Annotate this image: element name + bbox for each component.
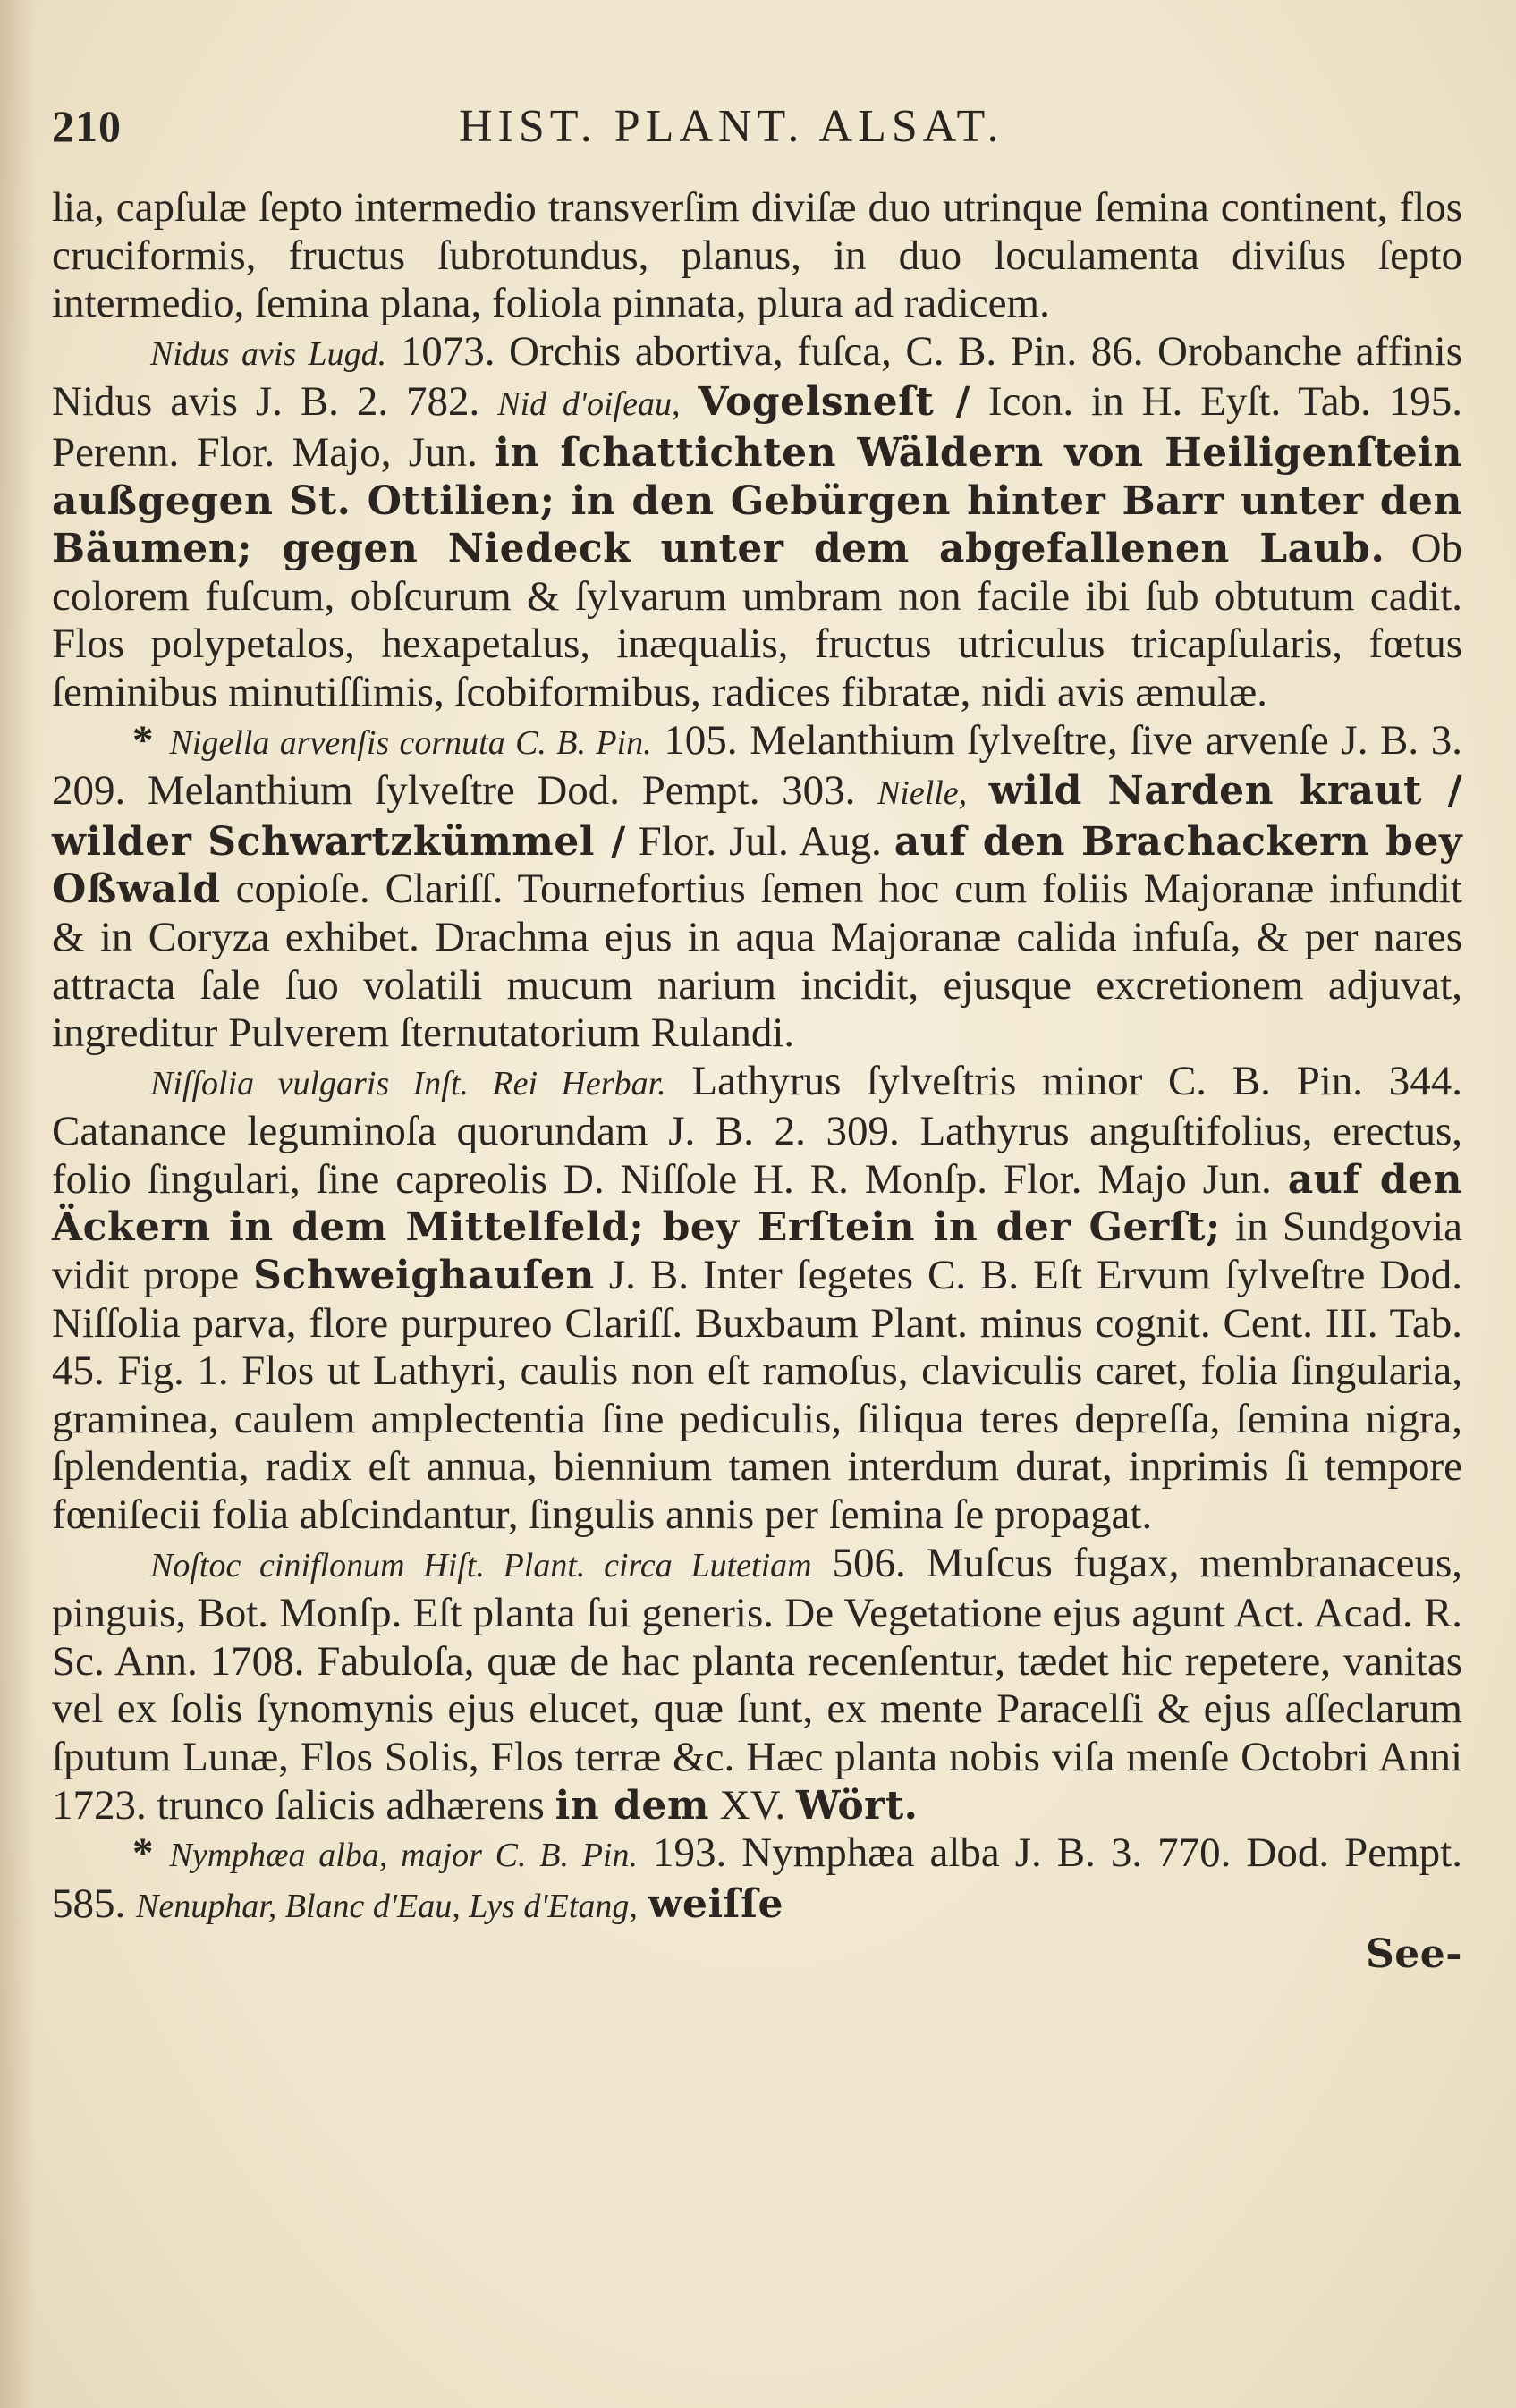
paragraph-continuation [52, 184, 1462, 328]
entry-text: Lathyrus ſylveſtris minor C. B. Pin. 344. Catanance leguminoſa quorundam J. B. 2. 309. Lathyrus anguſtifolius, erectus, folio ſingulari, ſine capreolis D. Niſſole H. R. Monſp. Flor. Majo Jun. [52, 1057, 1462, 1203]
running-title: HIST. PLANT. ALSAT. [459, 101, 1004, 152]
entry-title: Nigella arvenſis cornuta C. B. Pin. [169, 723, 652, 762]
entry-german-name: weiſſe [648, 1880, 784, 1927]
entry-title: Nidus avis Lugd. [150, 334, 387, 373]
entry-nostoc [52, 1540, 1462, 1830]
entry-german-locality: auf den Äckern in dem Mittelfeld; bey Erſtein in der Gerſt; [52, 1156, 1462, 1251]
asterisk-mark: * [132, 1829, 154, 1877]
entry-text: copioſe. Clariſſ. Tournefortius ſemen hoc cum foliis Majoranæ infundit & in Coryza exhibet. Drachma ejus in aqua Majoranæ calida infuſa, & per nares attracta ſale ſuo volatili mucum narium incidit, ejusque excretionem adjuvat, ingreditur Pulverem ſternutatorium Rulandi. [52, 866, 1462, 1057]
entry-title: Nymphæa alba, major C. B. Pin. [169, 1837, 638, 1875]
entry-nigella [52, 717, 1462, 1058]
entry-german-name: Vogelsneſt / [698, 379, 970, 426]
entry-french-name: Nielle, [877, 774, 968, 813]
page-header [52, 100, 1462, 172]
entry-text: 193. Nymphæa alba J. B. 3. 770. Dod. Pempt. 585. [52, 1829, 1462, 1927]
paragraph-text: lia, capſulæ ſepto intermedio transverſim diviſæ duo utrinque ſemina continent, flos cruciformis, fructus ſubrotundus, planus, in duo loculamenta diviſus ſepto intermedio, ſemina plana, foliola pinnata, plura ad radicem. [52, 184, 1462, 327]
entry-german-text: in dem [555, 1782, 709, 1829]
catchword-line [52, 1931, 1462, 1979]
entry-nissolia [52, 1058, 1462, 1540]
entry-title: Noſtoc ciniflonum Hiſt. Plant. circa Lutetiam [150, 1546, 812, 1584]
entry-german-name: wild Narden kraut / wilder Schwartzkümmel / [52, 768, 1463, 865]
page-gutter-shadow [0, 0, 36, 2408]
entry-french-name: Nenuphar, Blanc d'Eau, Lys d'Etang, [136, 1887, 638, 1925]
entry-nidus-avis [52, 328, 1462, 717]
entry-german-locality: in ſchattichten Wäldern von Heiligenſtein außgegen St. Ottilien; in den Gebürgen hinter Barr unter den Bäumen; gegen Niedeck unter dem abgefallenen Laub. [52, 429, 1462, 572]
entry-text: XV. [719, 1781, 786, 1829]
entry-text: 1073. Orchis abortiva, fuſca, C. B. Pin. 86. Orobanche affinis Nidus avis J. B. 2. 782. [52, 327, 1462, 426]
entry-text: 105. Melanthium ſylveſtre, ſive arvenſe J. B. 3. 209. Melanthium ſylveſtre Dod. Pempt. 303. [52, 716, 1462, 815]
entry-nymphaea [52, 1829, 1462, 1931]
entry-text: Flor. Jul. Aug. [638, 817, 882, 865]
catchword: See- [1365, 1931, 1462, 1978]
entry-text: 506. Muſcus fugax, membranaceus, pinguis, Bot. Monſp. Eſt planta ſui generis. De Vegetatione ejus agunt Act. Acad. R. Sc. Ann. 1708. Fabuloſa, quæ de hac planta recenſentur, tædet hic repetere, vanitas vel ex ſolis ſynomynis ejus elucet, quæ ſunt, ex mente Paracelſi & ejus aſſeclarum ſputum Lunæ, Flos Solis, Flos terræ &c. Hæc planta nobis viſa menſe Octobri Anni 1723. trunco ſalicis adhærens [52, 1539, 1463, 1829]
body-text [52, 184, 1462, 1979]
entry-title: Niſſolia vulgaris Inſt. Rei Herbar. [150, 1064, 666, 1103]
entry-german-place: Wört. [796, 1782, 919, 1829]
entry-french-name: Nid d'oiſeau, [497, 385, 681, 424]
entry-text: Icon. in H. Eyſt. Tab. 195. Perenn. Flor. Majo, Jun. [52, 378, 1463, 476]
entry-text: Ob colorem fuſcum, obſcurum & ſylvarum umbram non facile ibi ſub obtutum cadit. Flos polypetalos, hexapetalus, inæqualis, fructus utriculus tricapſularis, fœtus ſeminibus minutiſſimis, ſcobiformibus, radices fibratæ, nidi avis æmulæ. [52, 525, 1463, 715]
page-number: 210 [52, 101, 122, 151]
entry-german-locality: auf den Brachackern bey Oßwald [52, 818, 1463, 913]
entry-text: in Sundgovia vidit prope [52, 1204, 1462, 1299]
entry-text: J. B. Inter ſegetes C. B. Eſt Ervum ſylveſtre Dod. Niſſolia parva, flore purpureo Clariſſ. Buxbaum Plant. minus cognit. Cent. III. Tab. 45. Fig. 1. Flos ut Lathyri, caulis non eſt ramoſus, claviculis caret, folia ſingularia, graminea, caulem amplectentia ſine pediculis, ſiliqua teres depreſſa, ſemina nigra, ſplendentia, radix eſt annua, biennium tamen interdum durat, inprimis ſi tempore fœniſecii folia abſcindantur, ſingulis annis per ſemina ſe propagat. [52, 1252, 1463, 1539]
entry-german-place: Schweighauſen [253, 1253, 595, 1299]
asterisk-mark: * [132, 716, 154, 764]
